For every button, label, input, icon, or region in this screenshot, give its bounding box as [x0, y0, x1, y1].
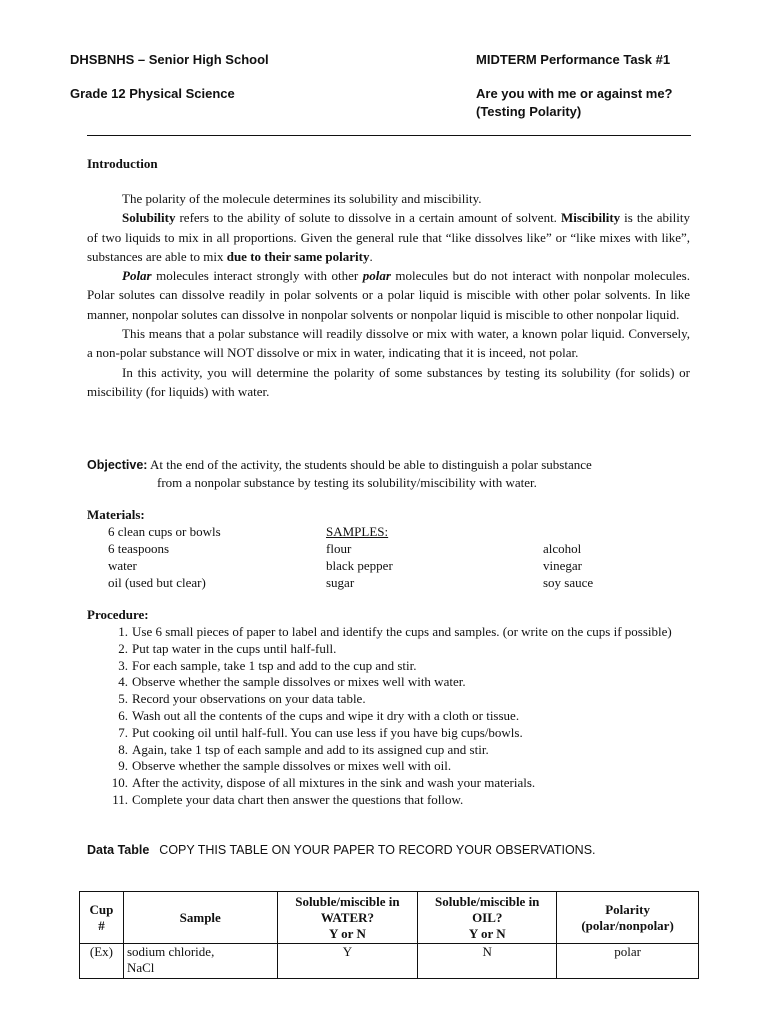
activity-title-line2: (Testing Polarity) — [476, 104, 582, 119]
samples-heading: SAMPLES: — [326, 524, 389, 539]
objective-label: Objective: — [87, 458, 148, 472]
procedure-heading: Procedure: — [87, 607, 149, 622]
school-name: DHSBNHS – Senior High School — [70, 52, 269, 67]
procedure-list — [108, 624, 688, 809]
material-item: oil (used but clear) — [108, 575, 206, 590]
subject-name: Grade 12 Physical Science — [70, 86, 235, 101]
cell-sample: sodium chloride, NaCl — [123, 944, 277, 979]
header-divider — [87, 135, 691, 136]
intro-paragraph-4: This means that a polar substance will readily dissolve or mix with water, a known polar liquid. Conversely, a non-polar substance will NOT dissolve or mix in water, indicating that it is inceed, not polar. — [87, 326, 690, 361]
procedure-step: 11. Complete your data chart then answer the questions that follow. — [112, 791, 464, 807]
objective-line1: At the end of the activity, the students should be able to distinguish a polar substance — [147, 457, 592, 472]
data-table-intro — [87, 841, 707, 859]
material-item: 6 teaspoons — [108, 541, 170, 556]
procedure-step: 8. Again, take 1 tsp of each sample and add to its assigned cup and stir. — [118, 741, 489, 757]
table-header-row — [80, 892, 699, 944]
intro-paragraph-1: The polarity of the molecule determines its solubility and miscibility. — [122, 191, 482, 206]
cell-water: Y — [277, 944, 418, 979]
sample-item: sugar — [326, 575, 355, 590]
header-water: Soluble/miscible in WATER? Y or N — [277, 892, 418, 944]
procedure-step: 9. Observe whether the sample dissolves or mixes well with oil. — [118, 758, 452, 774]
sample-item: alcohol — [543, 541, 582, 556]
objective-line2: from a nonpolar substance by testing its solubility/miscibility with water. — [157, 475, 537, 490]
procedure-step: 4. Observe whether the sample dissolves or mixes well with water. — [118, 674, 466, 690]
procedure-step: 5. Record your observations on your data table. — [118, 691, 366, 707]
activity-title — [476, 85, 673, 121]
procedure-step: 6. Wash out all the contents of the cups and wipe it dry with a cloth or tissue. — [118, 707, 520, 723]
header-oil: Soluble/miscible in OIL? Y or N — [418, 892, 557, 944]
cell-cup: (Ex) — [80, 944, 124, 979]
materials-column-2 — [326, 523, 393, 591]
table-row — [80, 944, 699, 979]
materials-heading: Materials: — [87, 507, 145, 522]
data-table-instruction: COPY THIS TABLE ON YOUR PAPER TO RECORD YOUR OBSERVATIONS. — [159, 843, 596, 857]
data-table-label: Data Table — [87, 843, 150, 857]
procedure-step: 10. After the activity, dispose of all mixtures in the sink and wash your materials. — [111, 775, 536, 791]
task-title: MIDTERM Performance Task #1 — [476, 52, 671, 67]
material-item: 6 clean cups or bowls — [108, 524, 221, 539]
cell-oil: N — [418, 944, 557, 979]
materials-column-1 — [108, 523, 221, 591]
objective-section — [87, 456, 707, 491]
sample-item: vinegar — [543, 558, 582, 573]
introduction-heading: Introduction — [87, 156, 158, 171]
procedure-step: 1. Use 6 small pieces of paper to label and identify the cups and samples. (or write on the cups if possible) — [118, 624, 672, 639]
header-cup: Cup # — [80, 892, 124, 944]
procedure-step: 2. Put tap water in the cups until half-full. — [118, 640, 337, 656]
sample-item: flour — [326, 541, 352, 556]
intro-paragraph-5: In this activity, you will determine the polarity of some substances by testing its solubility (for solids) or miscibility (for liquids) with water. — [87, 364, 690, 399]
procedure-step: 3. For each sample, take 1 tsp and add to the cup and stir. — [118, 657, 417, 673]
intro-paragraph-3: Polar molecules interact strongly with other polar molecules but do not interact with nonpolar molecules. Polar solutes can dissolve readily in polar solvents or a polar liquid is miscible with other polar solvents. In like manner, nonpolar solutes can dissolve in nonpolar solvents or nonpolar liquid is miscible to other nonpolar liquid. — [87, 268, 690, 322]
header-polarity: Polarity (polar/nonpolar) — [557, 892, 699, 944]
materials-column-3 — [543, 540, 593, 591]
procedure-step: 7. Put cooking oil until half-full. You can use less if you have big cups/bowls. — [118, 724, 523, 740]
sample-item: black pepper — [326, 558, 393, 573]
activity-title-line1: Are you with me or against me? — [476, 86, 673, 101]
material-item: water — [108, 558, 137, 573]
intro-paragraph-2: Solubility refers to the ability of solute to dissolve in a certain amount of solvent. Miscibility is the ability of two liquids to mix in all proportions. Given the general rule that “like dissolves like” or “like mixes with like”, substances are able to mix due to their same polarity. — [87, 210, 690, 264]
sample-item: soy sauce — [543, 575, 594, 590]
header-sample: Sample — [123, 892, 277, 944]
data-table — [79, 891, 699, 979]
introduction-body — [87, 189, 690, 401]
cell-polarity: polar — [557, 944, 699, 979]
